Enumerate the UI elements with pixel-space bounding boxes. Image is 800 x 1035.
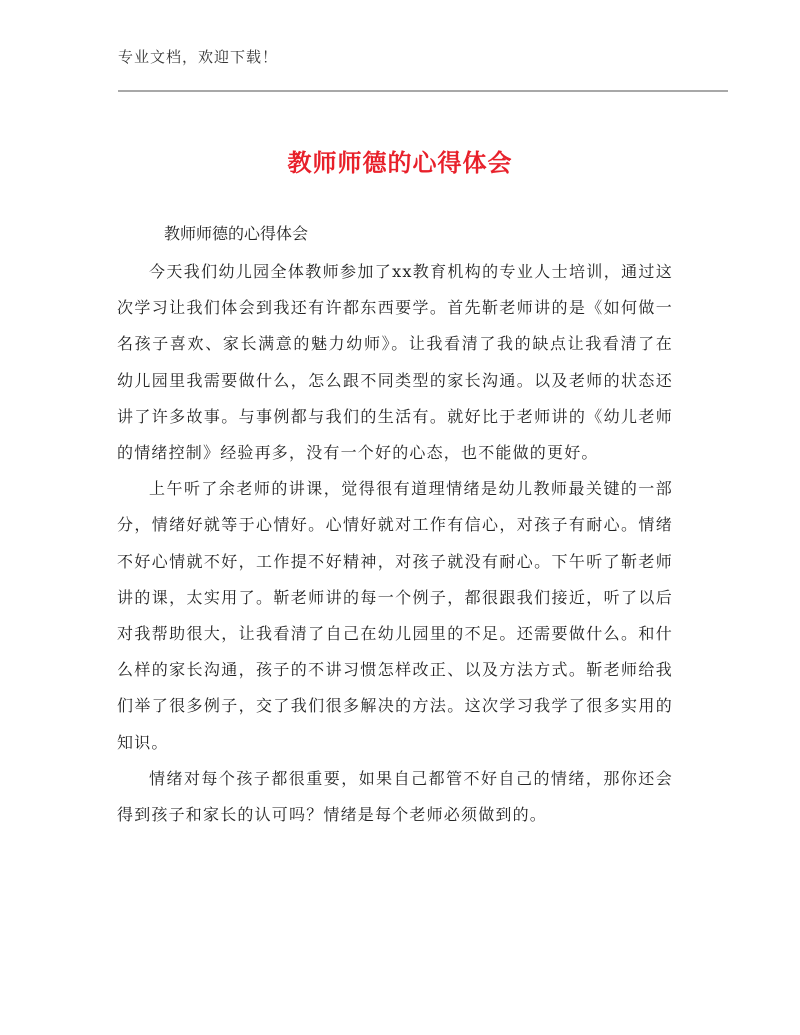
document-body	[117, 254, 673, 833]
document-subtitle: 教师师德的心得体会	[164, 224, 309, 243]
page-header-text: 专业文档，欢迎下载！	[118, 48, 279, 66]
paragraph: 今天我们幼儿园全体教师参加了xx教育机构的专业人士培训，通过这次学习让我们体会到我还有许都东西要学。首先靳老师讲的是《如何做一名孩子喜欢、家长满意的魅力幼师》。让我看清了我的缺点让我看清了在幼儿园里我需要做什么，怎么跟不同类型的家长沟通。以及老师的状态还讲了许多故事。与事例都与我们的生活有。就好比于老师讲的《幼儿老师的情绪控制》经验再多，没有一个好的心态，也不能做的更好。	[117, 262, 673, 463]
header-divider	[118, 90, 728, 92]
document-title: 教师师德的心得体会	[287, 149, 513, 177]
paragraph: 情绪对每个孩子都很重要，如果自己都管不好自己的情绪，那你还会得到孩子和家长的认可吗？情绪是每个老师必须做到的。	[117, 768, 673, 825]
paragraph: 上午听了余老师的讲课，觉得很有道理情绪是幼儿教师最关键的一部分，情绪好就等于心情好。心情好就对工作有信心，对孩子有耐心。情绪不好心情就不好，工作提不好精神，对孩子就没有耐心。下午听了靳老师讲的课，太实用了。靳老师讲的每一个例子，都很跟我们接近，听了以后对我帮助很大，让我看清了自己在幼儿园里的不足。还需要做什么。和什么样的家长沟通，孩子的不讲习惯怎样改正、以及方法方式。靳老师给我们举了很多例子，交了我们很多解决的方法。这次学习我学了很多实用的知识。	[117, 479, 673, 752]
